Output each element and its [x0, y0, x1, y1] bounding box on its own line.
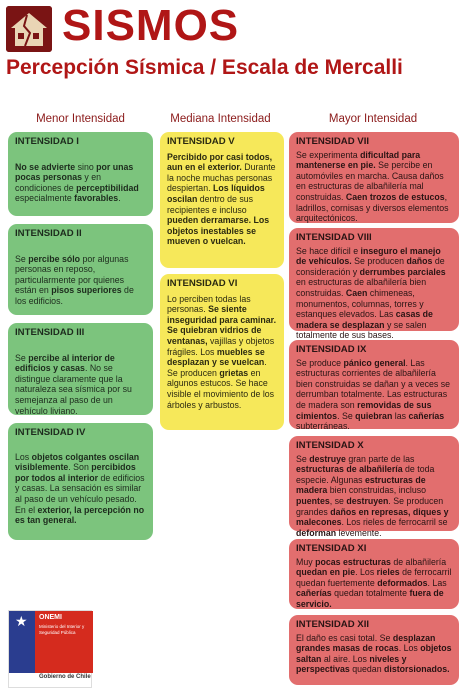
column-header-mid: Mediana Intensidad: [170, 113, 271, 125]
intensity-card-vi: [160, 274, 284, 430]
emphasis-text: por unas pocas personas: [15, 161, 134, 183]
org-subtitle: Ministerio del Interior y Seguridad Pública: [39, 624, 85, 635]
emphasis-text: perceptibilidad: [76, 182, 139, 193]
star-icon: ★: [15, 613, 28, 629]
emphasis-text: pisos superiores: [51, 285, 122, 296]
emphasis-text: pocas estructuras: [315, 556, 391, 567]
emphasis-text: estructuras de albañilería: [296, 464, 403, 475]
card-body: Se produce pánico general. Las estructuras corrientes de albañilería bien construidas se dañan y a veces se derrumban totalmente. Las estructuras de madera son removidas de sus cimientos. Se quiebran las cañerías subterráneas.: [296, 357, 451, 432]
page-title: SISMOS: [62, 1, 240, 50]
card-body: Se destruye gran parte de las estructuras de albañilería de toda especie. Algunas estructuras de madera bien construidas, incluso puentes, se destruyen. Se producen grandes daños en represas, diques y malecones. Los rieles de ferrocarril se deforman levemente.: [296, 453, 449, 538]
card-body: Se percibe sólo por algunas personas en reposo, particularmente por quienes están en pisos superiores de los edificios.: [15, 253, 134, 306]
card-body: Muy pocas estructuras de albañilería quedan en pie. Los rieles de ferrocarril quedan fuertemente deformados. Las cañerías quedan totalmente fuera de servicio.: [296, 556, 452, 609]
card-body: Los objetos colgantes oscilan visiblemente. Son percibidos por todos al interior de edificios y casas. La sensación es similar al paso de un vehículo pesado. En el exterior, la percepción no es tan general.: [15, 451, 145, 526]
emphasis-text: estructuras de madera: [296, 474, 426, 496]
emphasis-text: Caen: [345, 287, 368, 298]
emphasis-text: quedan en pie: [296, 567, 356, 578]
emphasis-text: Se siente inseguridad para caminar. Se quiebran vidrios de ventanas,: [167, 304, 277, 346]
org-name: ONEMI: [39, 614, 62, 621]
emphasis-text: muebles se desplazan y se vuelcan: [167, 346, 265, 368]
card-title: INTENSIDAD IX: [296, 344, 367, 355]
emphasis-text: desplazan grandes masas de rocas: [296, 632, 436, 654]
card-body: Lo perciben todas las personas. Se siente inseguridad para caminar. Se quiebran vidrios de ventanas, vajillas y objetos frágiles. Los muebles se desplazan y se vuelcan. Se producen grietas en algunos estucos. Se hace visible el movimiento de los árboles y arbustos.: [167, 293, 277, 410]
intensity-card-v: [160, 132, 284, 268]
intensity-card-viii: [289, 228, 459, 341]
card-title: INTENSIDAD IV: [15, 427, 86, 438]
card-title: INTENSIDAD II: [15, 228, 82, 239]
card-title: INTENSIDAD I: [15, 136, 79, 147]
intensity-card-ii: [8, 224, 153, 315]
emphasis-text: dificultad para mantenerse en pie.: [296, 149, 421, 171]
emphasis-text: pánico general: [343, 357, 406, 368]
emphasis-text: pueden derramarse. Los objetos inestables se mueven o vuelcan.: [167, 215, 270, 247]
emphasis-text: deformados: [377, 577, 428, 588]
emphasis-text: casas de madera se desplazan: [296, 309, 433, 330]
page-subtitle: Percepción Sísmica / Escala de Mercalli: [6, 56, 403, 79]
card-title: INTENSIDAD III: [15, 327, 85, 338]
emphasis-text: destruyen: [346, 495, 389, 506]
card-body: Se hace difícil e inseguro el manejo de vehículos. Se producen daños de consideración y derrumbes parciales en estructuras de albañilería bien construidas. Caen chimeneas, monumentos, columnas, torres y estanques elevados. Las casas de madera se desplazan y se salen totalmente de sus bases.: [296, 245, 446, 341]
card-title: INTENSIDAD X: [296, 440, 364, 451]
emphasis-text: derrumbes parciales: [359, 266, 446, 277]
emphasis-text: Percibido por casi todos, aun en el exterior.: [167, 151, 273, 173]
government-label: Gobierno de Chile: [39, 674, 91, 680]
emphasis-text: objetos colgantes oscilan visiblemente: [15, 451, 140, 473]
emphasis-text: grietas: [219, 367, 249, 378]
card-title: INTENSIDAD XII: [296, 619, 370, 630]
header: [0, 0, 465, 80]
emphasis-text: Los líquidos oscilan: [167, 183, 265, 204]
emphasis-text: cañerías: [296, 588, 332, 599]
emphasis-text: exterior, la percepción no es tan general.: [15, 504, 145, 526]
emphasis-text: removidas de sus cimientos: [296, 399, 432, 421]
card-title: INTENSIDAD VIII: [296, 232, 372, 243]
emphasis-text: rieles: [376, 567, 400, 578]
intensity-card-iii: [8, 323, 153, 415]
intensity-card-x: [289, 436, 459, 538]
card-body: Se experimenta dificultad para mantenerse en pie. Se percibe en automóviles en marcha. Causa daños en estructuras de albañilería mal construidas. Caen trozos de estucos, ladrillos, cornisas y diversos elementos arquitectónicos.: [296, 149, 449, 224]
card-title: INTENSIDAD VI: [167, 278, 238, 289]
emphasis-text: puentes: [296, 495, 330, 506]
emphasis-text: No se advierte: [15, 161, 76, 172]
emphasis-text: percibidos por todos al interior: [15, 462, 136, 483]
intensity-card-i: [8, 132, 153, 216]
emphasis-text: percibe al interior de edificios y casas: [15, 352, 115, 374]
emphasis-text: daños en represas, diques y malecones: [296, 506, 449, 528]
card-body: El daño es casi total. Se desplazan grandes masas de rocas. Los objetos saltan al aire. Los niveles y perspectivas quedan distorsionados.: [296, 632, 452, 675]
emphasis-text: niveles y perspectivas: [296, 653, 407, 675]
intensity-card-iv: [8, 423, 153, 540]
emphasis-text: destruye: [309, 453, 346, 464]
column-header-high: Mayor Intensidad: [328, 113, 418, 125]
emphasis-text: Caen trozos de estucos: [345, 191, 445, 202]
intensity-card-xi: [289, 539, 459, 609]
card-title: INTENSIDAD V: [167, 136, 235, 147]
emphasis-text: deforman: [296, 527, 337, 538]
column-header-low: Menor Intensidad: [36, 113, 125, 125]
card-body: Se percibe al interior de edificios y casas. No se distingue claramente que la naturaleza sea sísmica por su semejanza al paso de un vehículo liviano.: [15, 352, 132, 416]
emphasis-text: favorables: [74, 193, 119, 204]
collapsing-house-icon: [6, 6, 52, 52]
emphasis-text: daños: [406, 256, 433, 267]
card-body: Percibido por casi todos, aun en el exterior. Durante la noche muchas personas despiertan. Los líquidos oscilan dentro de sus recipientes e incluso pueden derramarse. Los objetos inestables se mueven o vuelcan.: [167, 151, 276, 247]
intensity-card-ix: [289, 340, 459, 432]
gobierno-logo: [8, 610, 92, 688]
intensity-card-xii: [289, 615, 459, 685]
card-body: No se advierte sino por unas pocas personas y en condiciones de perceptibilidad especialmente favorables.: [15, 161, 139, 204]
emphasis-text: percibe sólo: [28, 253, 81, 264]
emphasis-text: inseguro el manejo de vehículos.: [296, 245, 441, 267]
emphasis-text: distorsionados.: [384, 664, 450, 675]
intensity-card-vii: [289, 132, 459, 223]
emphasis-text: fuera de servicio.: [296, 588, 444, 609]
emphasis-text: objetos saltan: [296, 643, 452, 664]
card-title: INTENSIDAD VII: [296, 136, 370, 147]
emphasis-text: cañerías: [408, 410, 445, 421]
emphasis-text: quiebran: [355, 410, 393, 421]
card-title: INTENSIDAD XI: [296, 543, 367, 554]
